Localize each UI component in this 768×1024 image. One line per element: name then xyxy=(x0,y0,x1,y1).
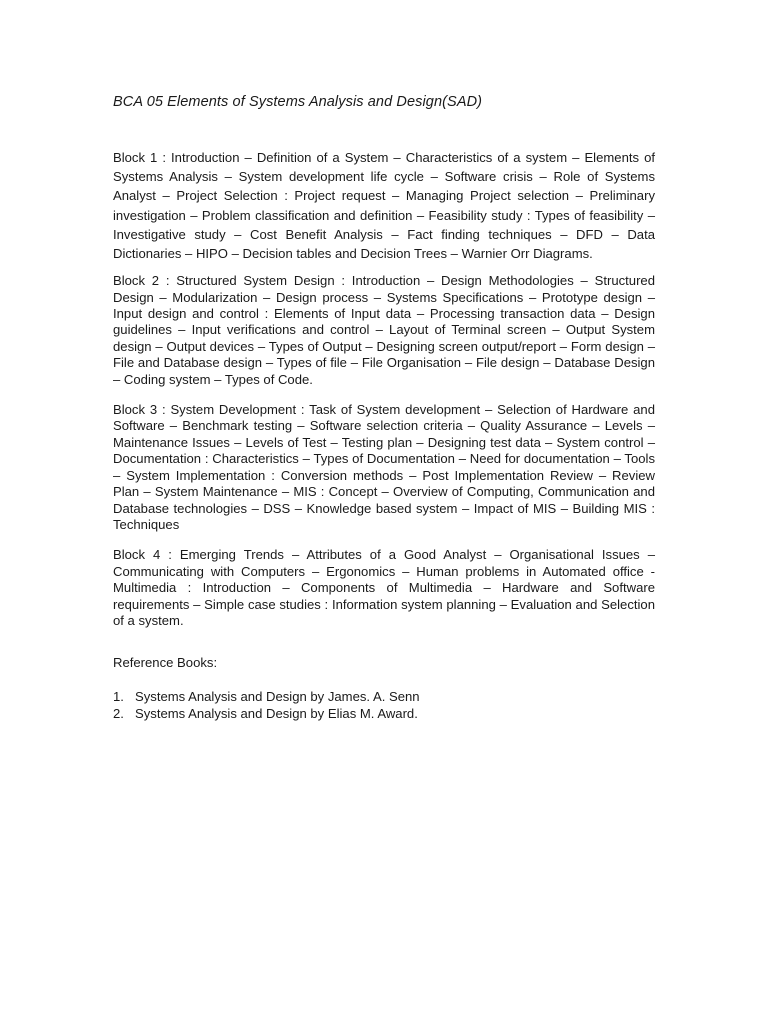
document-page xyxy=(113,92,655,722)
reference-text: Systems Analysis and Design by James. A. Senn xyxy=(135,689,420,705)
syllabus-block-1: Block 1 : Introduction – Definition of a System – Characteristics of a system – Elements of Systems Analysis – System development life cycle – Software crisis – Role of Systems Analyst – Project Selection : Project request – Managing Project selection – Preliminary investigation – Problem classification and definition – Feasibility study : Types of feasibility – Investigative study – Cost Benefit Analysis – Fact finding techniques – DFD – Data Dictionaries – HIPO – Decision tables and Decision Trees – Warnier Orr Diagrams. xyxy=(113,150,655,262)
syllabus-block-3: Block 3 : System Development : Task of System development – Selection of Hardware and Software – Benchmark testing – Software selection criteria – Quality Assurance – Levels – Maintenance Issues – Levels of Test – Testing plan – Designing test data – System control – Documentation : Characteristics – Types of Documentation – Need for documentation – Tools – System Implementation : Conversion methods – Post Implementation Review – Review Plan – System Maintenance – MIS : Concept – Overview of Computing, Communication and Database technologies – DSS – Knowledge based system – Impact of MIS – Building MIS : Techniques xyxy=(113,402,655,532)
reference-heading: Reference Books: xyxy=(113,655,218,671)
reference-list xyxy=(113,688,655,722)
document-title: BCA 05 Elements of Systems Analysis and Design(SAD) xyxy=(113,94,483,110)
reference-item xyxy=(113,705,655,722)
reference-number: 2. xyxy=(113,706,124,722)
reference-text: Systems Analysis and Design by Elias M. Award. xyxy=(135,706,418,722)
reference-number: 1. xyxy=(113,689,124,705)
reference-item xyxy=(113,688,655,705)
syllabus-block-4: Block 4 : Emerging Trends – Attributes of a Good Analyst – Organisational Issues – Communicating with Computers – Ergonomics – Human problems in Automated office - Multimedia : Introduction – Components of Multimedia – Hardware and Software requirements – Simple case studies : Information system planning – Evaluation and Selection of a system. xyxy=(113,547,655,628)
syllabus-block-2: Block 2 : Structured System Design : Introduction – Design Methodologies – Structured Design – Modularization – Design process – Systems Specifications – Prototype design – Input design and control : Elements of Input data – Processing transaction data – Design guidelines – Input verifications and control – Layout of Terminal screen – Output System design – Output devices – Types of Output – Designing screen output/report – Form design – File and Database design – Types of file – File Organisation – File design – Database Design – Coding system – Types of Code. xyxy=(113,273,655,387)
